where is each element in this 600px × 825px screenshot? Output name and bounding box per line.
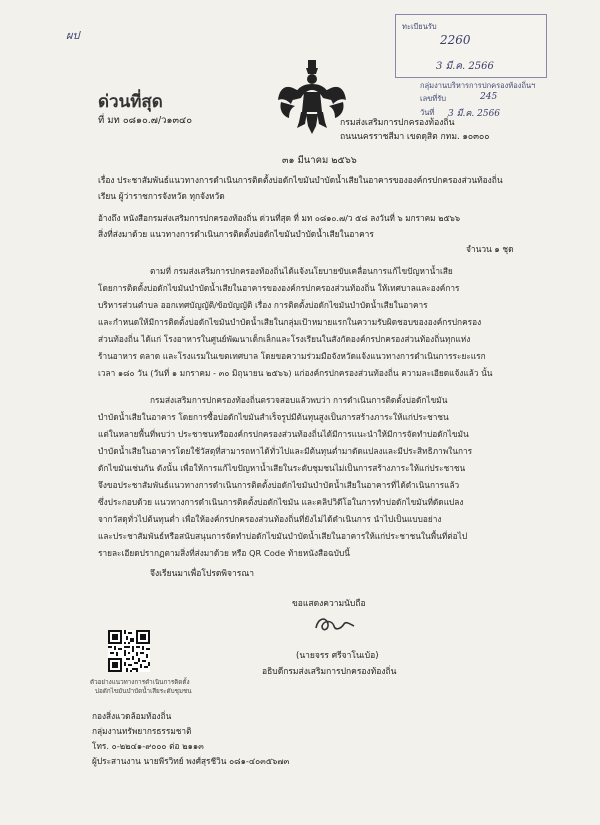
- paragraph2-line: บำบัดน้ำเสียในอาคาร โดยการซื้อบ่อดักไขมันสำเร็จรูปมีต้นทุนสูงเป็นการสร้างภาระให้แก่ประชาชน: [98, 412, 449, 422]
- paragraph2-line: แต่ในหลายพื้นที่พบว่า ประชาชนหรือองค์กรปกครองส่วนท้องถิ่นได้มีการแนะนำให้มีการจัดทำบ่อดักไขมัน: [98, 429, 469, 439]
- paragraph1-line: ตามที่ กรมส่งเสริมการปกครองท้องถิ่นได้แจ้งนโยบายขับเคลื่อนการแก้ไขปัญหาน้ำเสีย: [150, 266, 453, 276]
- paragraph2-line: กรมส่งเสริมการปกครองท้องถิ่นตรวจสอบแล้วพบว่า การดำเนินการติดตั้งบ่อดักไขมัน: [150, 395, 448, 405]
- paragraph1-line: บริหารส่วนตำบล ออกเทศบัญญัติ/ข้อบัญญัติ เรื่อง การติดตั้งบ่อดักไขมันบำบัดน้ำเสียในอาคาร: [98, 300, 428, 310]
- paragraph2-line: ดักไขมันเช่นกัน ดังนั้น เพื่อให้การแก้ไขปัญหาน้ำเสียในระดับชุมชนไม่เป็นการสร้างภาระให้แก่ประชาชน: [98, 463, 466, 473]
- paragraph1-line: ส่วนท้องถิ่น ได้แก่ โรงอาหารในศูนย์พัฒนาเด็กเล็กและโรงเรียนในสังกัดองค์กรปกครองส่วนท้องถิ่นทุกแห่ง: [98, 334, 471, 344]
- footer-group: กลุ่มงานทรัพยากรธรรมชาติ: [92, 726, 192, 736]
- qr-caption-line: บ่อดักไขมันบำบัดน้ำเสียระดับชุมชน: [95, 688, 192, 695]
- paragraph2-line: ซึ่งประกอบด้วย แนวทางการดำเนินการติดตั้งบ่อดักไขมัน และคลิปวิดีโอในการทำบ่อดักไขมันที่ดัดแปลง: [98, 497, 464, 507]
- footer-division: กองสิ่งแวดล้อมท้องถิ่น: [92, 711, 172, 721]
- qr-caption-line: ตัวอย่างแนวทางการดำเนินการติดตั้ง: [90, 679, 190, 686]
- receipt-stamp-label: ทะเบียนรับ: [402, 22, 437, 31]
- qr-code[interactable]: [108, 630, 150, 672]
- department-stamp-no: 245: [480, 92, 498, 102]
- recipient-line: เรียน ผู้ว่าราชการจังหวัด ทุกจังหวัด: [98, 191, 225, 201]
- paragraph1-line: โดยการติดตั้งบ่อดักไขมันบำบัดน้ำเสียในอาคารขององค์กรปกครองส่วนท้องถิ่น ให้เทศบาลและองค์การ: [98, 283, 460, 293]
- urgency-heading: ด่วนที่สุด: [98, 92, 163, 112]
- paragraph2-line: จึงขอประชาสัมพันธ์แนวทางการดำเนินการติดตั้งบ่อดักไขมันบำบัดน้ำเสียในอาคารที่ได้ดำเนินการแล้ว: [98, 480, 460, 490]
- paragraph1-line: เวลา ๑๘๐ วัน (วันที่ ๑ มกราคม - ๓๐ มิถุนายน ๒๕๖๖) แก่องค์กรปกครองส่วนท้องถิ่น ความละเอียดแจ้งแล้ว นั้น: [98, 368, 493, 378]
- receipt-stamp-number: 2260: [440, 33, 471, 47]
- subject-line: เรื่อง ประชาสัมพันธ์แนวทางการดำเนินการติดตั้งบ่อดักไขมันบำบัดน้ำเสียในอาคารขององค์กรปกครองส่วนท้องถิ่น: [98, 175, 503, 185]
- closing-request: จึงเรียนมาเพื่อโปรดพิจารณา: [150, 569, 255, 579]
- signature: [308, 612, 358, 636]
- paragraph1-line: ร้านอาหาร ตลาด และโรงแรมในเขตเทศบาล โดยขอความร่วมมือจังหวัดแจ้งแนวทางการดำเนินการระยะแรก: [98, 351, 486, 361]
- regards: ขอแสดงความนับถือ: [292, 599, 366, 609]
- enclosure-count: จำนวน ๑ ชุด: [466, 244, 514, 254]
- sender-address: ถนนนครราชสีมา เขตดุสิต กทม. ๑๐๓๐๐: [340, 132, 490, 142]
- paragraph2-line: และประชาสัมพันธ์หรือสนับสนุนการจัดทำบ่อดักไขมันบำบัดน้ำเสียในอาคารให้แก่ประชาชนในพื้นที่ต่อไป: [98, 531, 468, 541]
- department-stamp-date-label: วันที่: [420, 108, 435, 117]
- reference-line: อ้างถึง หนังสือกรมส่งเสริมการปกครองท้องถิ่น ด่วนที่สุด ที่ มท ๐๘๑๐.๗/ว ๕๘ ลงวันที่ ๖ มกราคม ๒๕๖๖: [98, 213, 461, 223]
- signer-title: อธิบดีกรมส่งเสริมการปกครองท้องถิ่น: [262, 667, 397, 677]
- margin-note: ผป: [66, 29, 80, 42]
- footer-coordinator: ผู้ประสานงาน นายพีรวิทย์ พงศ์สุรชีวิน ๐๘๑-๔๐๓๕๖๗๓: [92, 756, 290, 766]
- footer-phone: โทร. ๐-๒๒๔๑-๙๐๐๐ ต่อ ๒๑๑๓: [92, 741, 204, 751]
- paragraph1-line: และกำหนดให้มีการติดตั้งบ่อดักไขมันบำบัดน้ำเสียในกลุ่มเป้าหมายแรกในความรับผิดชอบขององค์กรปกครอง: [98, 317, 482, 327]
- paragraph2-line: รายละเอียดปรากฏตามสิ่งที่ส่งมาด้วย หรือ QR Code ท้ายหนังสือฉบับนี้: [98, 548, 350, 558]
- department-stamp: [420, 80, 560, 120]
- enclosure-line: สิ่งที่ส่งมาด้วย แนวทางการดำเนินการติดตั้งบ่อดักไขมันบำบัดน้ำเสียในอาคาร: [98, 229, 374, 239]
- department-stamp-no-label: เลขที่รับ: [420, 94, 447, 103]
- receipt-stamp: [395, 14, 547, 78]
- sender-department: กรมส่งเสริมการปกครองท้องถิ่น: [340, 118, 455, 128]
- reference-number: ที่ มท ๐๘๑๐.๗/ว๑๓๔๐: [98, 115, 192, 126]
- paragraph2-line: จากวัสดุทั่วไปต้นทุนต่ำ เพื่อให้องค์กรปกครองส่วนท้องถิ่นที่ยังไม่ได้ดำเนินการ นำไปเป็นแบบอย่าง: [98, 514, 442, 524]
- receipt-stamp-date: 3 มี.ค. 2566: [436, 61, 494, 72]
- department-stamp-date: 3 มี.ค. 2566: [448, 109, 501, 119]
- signer-name: (นายจรร ศรีจาโนเบ้อ): [296, 651, 379, 661]
- letter-date: ๓๑ มีนาคม ๒๕๖๖: [282, 155, 357, 166]
- department-stamp-title: กลุ่มงานบริหารการปกครองท้องถิ่นฯ: [420, 81, 536, 90]
- garuda-emblem: [277, 58, 347, 136]
- paragraph2-line: บำบัดน้ำเสียในอาคารโดยใช้วัสดุที่สามารถหาได้ทั่วไปและมีต้นทุนต่ำมาดัดแปลงและมีประสิทธิภาพในการ: [98, 446, 473, 456]
